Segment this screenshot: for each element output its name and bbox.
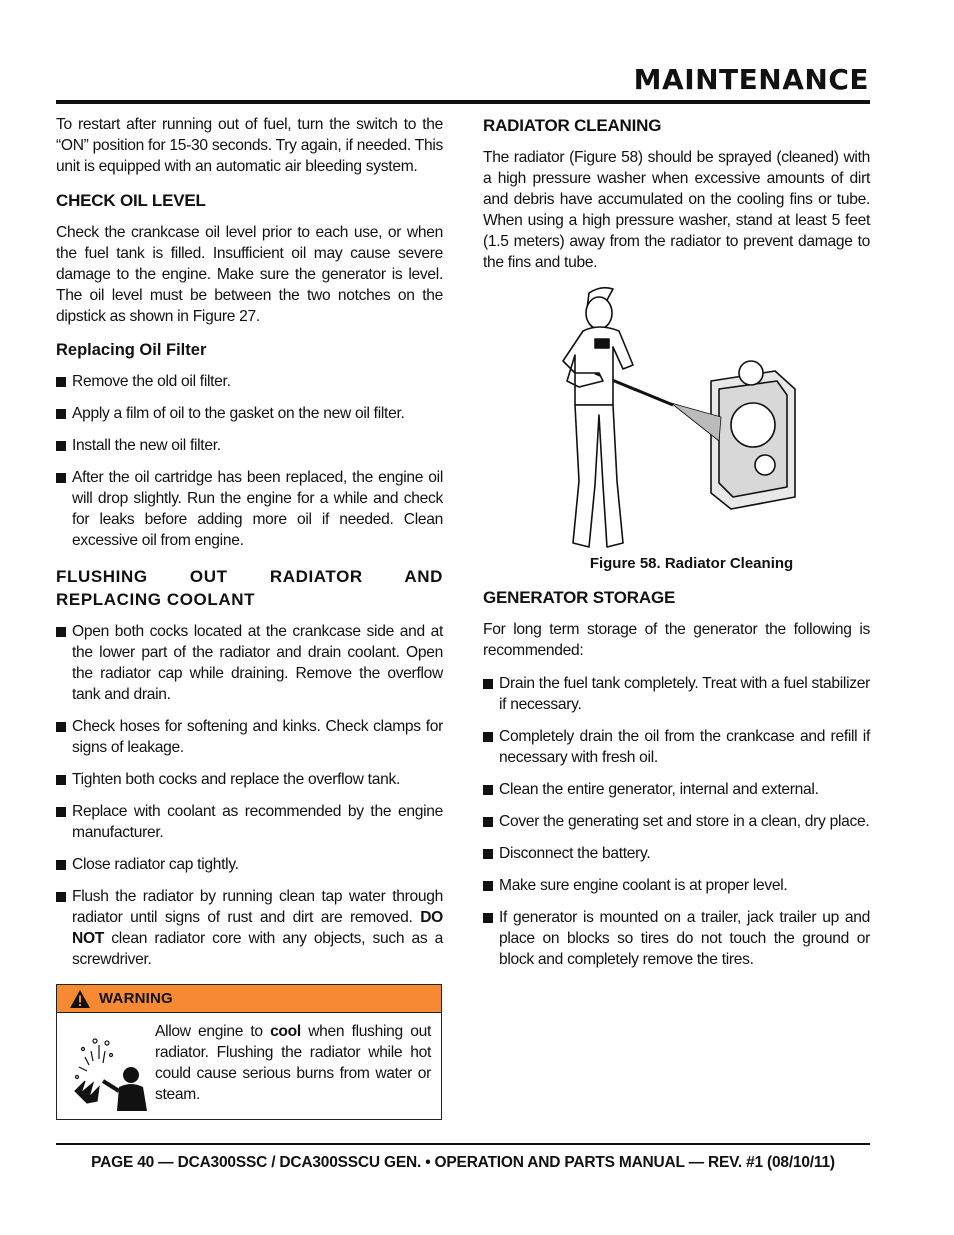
warning-header [57,985,441,1013]
bullet-square-icon [56,722,66,732]
intro-paragraph: To restart after running out of fuel, turn the switch to the “ON” position for 15-30 seconds. Try again, if needed. This unit is equipped with an automatic air bleeding system. [56,116,443,175]
list-item: Flush the radiator by running clean tap water through radiator until signs of rust and dirt are removed. DO NOT clean radiator core with any objects, such as a screwdriver. [56,886,443,970]
list-item: Install the new oil filter. [56,435,443,456]
storage-heading: GENERATOR STORAGE [483,588,676,607]
list-item: Apply a film of oil to the gasket on the new oil filter. [56,403,443,424]
bullet-square-icon [483,881,493,891]
warning-label: WARNING [99,990,173,1007]
check-oil-heading: CHECK OIL LEVEL [56,191,206,210]
list-item: Make sure engine coolant is at proper level. [483,875,870,896]
footer-rule [56,1143,870,1145]
header-rule [56,100,870,104]
bullet-square-icon [483,732,493,742]
storage-intro: For long term storage of the generator the following is recommended: [483,621,870,659]
radiator-heading: RADIATOR CLEANING [483,116,662,135]
page-footer: PAGE 40 — DCA300SSC / DCA300SSCU GEN. • OPERATION AND PARTS MANUAL — REV. #1 (08/10/11) [91,1154,835,1171]
bullet-square-icon [483,849,493,859]
list-item: Cover the generating set and store in a clean, dry place. [483,811,870,832]
bullet-square-icon [56,441,66,451]
list-item: Remove the old oil filter. [56,371,443,392]
list-item: Close radiator cap tightly. [56,854,443,875]
bullet-square-icon [483,679,493,689]
flushing-heading: FLUSHING OUT RADIATOR AND REPLACING COOLANT [56,567,443,609]
radiator-paragraph: The radiator (Figure 58) should be sprayed (cleaned) with a high pressure washer when excessive amounts of dirt and debris have accumulated on the cooling fins or tube. When using a high pressure washer, stand at least 5 feet (1.5 meters) away from the radiator to prevent damage to the fins and tube. [483,149,870,271]
bullet-square-icon [56,892,66,902]
list-item: Open both cocks located at the crankcase side and at the lower part of the radiator and drain coolant. Open the radiator cap while draining. Remove the overflow tank and drain. [56,621,443,705]
list-item: Completely drain the oil from the crankcase and refill if necessary with fresh oil. [483,726,870,768]
bullet-square-icon [56,409,66,419]
oil-filter-heading: Replacing Oil Filter [56,341,207,359]
list-item: Check hoses for softening and kinks. Check clamps for signs of leakage. [56,716,443,758]
list-item: After the oil cartridge has been replaced, the engine oil will drop slightly. Run the engine for a while and check for leaks before adding more oil if needed. Clean excessive oil from engine. [56,467,443,551]
bullet-square-icon [483,785,493,795]
flushing-list [56,621,443,970]
check-oil-paragraph: Check the crankcase oil level prior to each use, or when the fuel tank is filled. Insufficient oil may cause severe damage to the engine. Make sure the generator is level. The oil level must be between the two notches on the dipstick as shown in Figure 27. [56,224,443,325]
list-item: Replace with coolant as recommended by the engine manufacturer. [56,801,443,843]
radiator-cleaning-illustration [483,285,870,553]
bullet-square-icon [56,860,66,870]
list-item: Drain the fuel tank completely. Treat with a fuel stabilizer if necessary. [483,673,870,715]
list-item: Clean the entire generator, internal and external. [483,779,870,800]
warning-box [56,984,442,1120]
left-column [56,114,443,1120]
warning-triangle-icon [69,989,91,1009]
burn-hazard-icon [67,1031,149,1111]
bullet-square-icon [483,817,493,827]
bullet-square-icon [56,775,66,785]
list-item: If generator is mounted on a trailer, jack trailer up and place on blocks so tires do not touch the ground or block and completely remove the tires. [483,907,870,970]
warning-text: Allow engine to cool when flushing out radiator. Flushing the radiator while hot could cause serious burns from water or steam. [155,1023,431,1103]
warning-body [57,1013,441,1119]
figure-caption: Figure 58. Radiator Cleaning [589,555,794,572]
oil-filter-list [56,371,443,551]
bullet-square-icon [483,913,493,923]
bullet-square-icon [56,377,66,387]
bullet-square-icon [56,473,66,483]
radiator-figure [483,285,870,553]
list-item: Tighten both cocks and replace the overflow tank. [56,769,443,790]
storage-list [483,673,870,970]
list-item: Disconnect the battery. [483,843,870,864]
bullet-square-icon [56,807,66,817]
page-title: MAINTENANCE [633,63,869,96]
bullet-square-icon [56,627,66,637]
right-column [483,114,870,981]
